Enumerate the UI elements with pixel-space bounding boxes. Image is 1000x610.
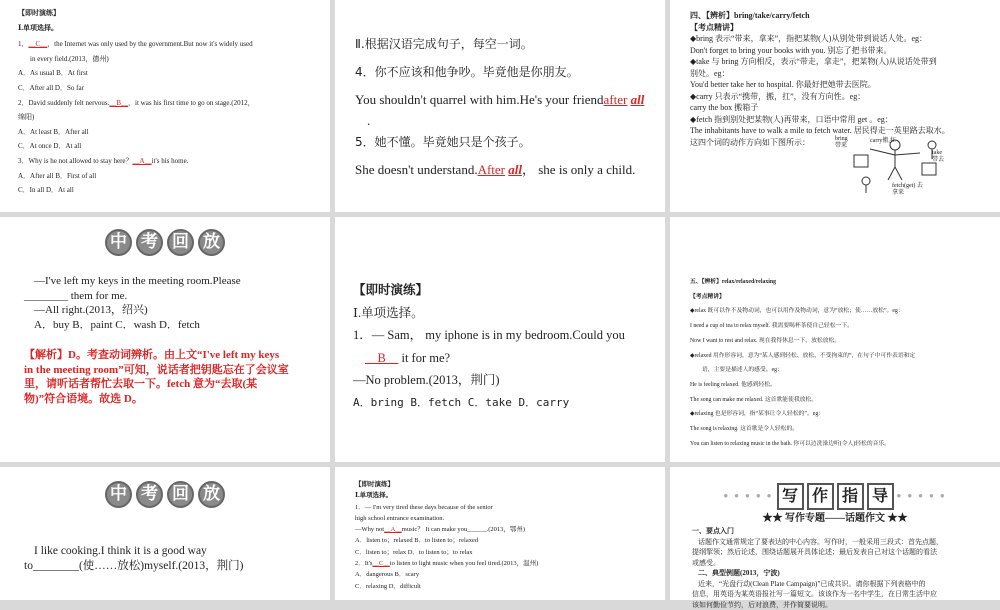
line-5: You'd better take her to hospital. 你最好把她带去医院。 (690, 79, 980, 91)
q1-lead: —Why not (355, 526, 384, 533)
q3-lead: 3．Why is he not allowed to stay here？ (18, 157, 133, 165)
section-title: Ⅰ.单项选择。 (353, 302, 647, 325)
practice-header: 【即时演练】 (355, 479, 645, 490)
line-5: 语，主要是描述人的感受。eg： (690, 363, 980, 378)
question-1-line-1: 1．— Sam， my iphone is in my bedroom.Could you (353, 324, 647, 347)
section-title: Ⅰ.单项选择。 (18, 21, 312, 36)
title-char-4: 导 (867, 483, 894, 510)
q4-answer-1: after (604, 92, 628, 107)
fig-label-bring: bring 带来 (835, 136, 855, 150)
title-char-2: 作 (807, 483, 834, 510)
slide-2[interactable] (335, 0, 665, 212)
line-7: The song can make me relaxed. 这首歌能使我放松。 (690, 393, 980, 408)
q4-period: . (355, 114, 645, 128)
line-1: ◆bring 表示“带来，拿来”，指把某物(人)从别处带到说话人处。eg： (690, 33, 980, 45)
line-8: ◆fetch 指到别处把某物(人)再带来，口语中常用 get 。eg： (690, 114, 980, 126)
line-6: ◆carry 只表示“携带，搬，扛”，没有方向性。eg： (690, 91, 980, 103)
line-9: The song is relaxing. 这首歌是令人轻松的。 (690, 422, 980, 437)
line-7: carry the box 搬箱子 (690, 102, 980, 114)
q3-text: it's his home. (152, 157, 189, 165)
section-title: 五、【辨析】relax/relaxed/relaxing (690, 275, 980, 290)
right-dots: ● ● ● ● ● (897, 491, 947, 502)
slide-9[interactable] (670, 467, 1000, 600)
analysis-line-1: 【解析】D。考查动词辨析。由上文“I've left my keys (24, 348, 306, 363)
q1-text: ，the Internet was only used by the government.But now it's widely used (47, 40, 252, 48)
subtitle: ★★ 写作专题——话题作文 ★★ (692, 512, 978, 526)
question-line-2: ________ them for me. (24, 289, 306, 304)
q1-text: music？ It can make you______.(2013，鄂州) (402, 526, 525, 533)
q2-lead: 2．It's (355, 560, 372, 567)
review-title (24, 481, 306, 508)
title-char-1: 中 (105, 481, 132, 508)
q1-line-1: 1．— I'm very tired these days because of the senior (355, 502, 645, 513)
para-4: 近来，“光盘行动(Clean Plate Campaign)”已成共识。请你根据下列表格中的 (692, 579, 978, 590)
line-10: You can listen to relaxing music in the bath. 你可以边洗澡边听(令人)轻松的音乐。 (690, 437, 980, 452)
question-line-1: I like cooking.I think it is a good way (24, 544, 306, 559)
q1-answer: __C__ (29, 40, 48, 48)
q1-answer: __A__ (384, 526, 402, 533)
question-3 (18, 154, 312, 169)
fig-label-fetch: fetch(get) 去拿来 (892, 183, 926, 197)
sub-title: 【考点精讲】 (690, 22, 980, 34)
q5-sentence: She doesn't understand. (355, 162, 478, 177)
q2-source: 绵阳) (18, 110, 312, 125)
question-options: A．bring B．fetch C．take D．carry (353, 392, 647, 415)
q2-lead: 2．David suddenly felt nervous. (18, 99, 109, 107)
question-1-line-3: —No problem.(2013，荆门) (353, 369, 647, 392)
analysis-line-2: in the meeting room”可知，说话者把钥匙忘在了会议室 (24, 363, 306, 378)
line-9: The inhabitants have to walk a mile to fetch water. 居民得走一英里路去取水。 (690, 125, 980, 137)
question-options: A．buy B．paint C．wash D．fetch (24, 318, 306, 333)
q4-chinese: 4．你不应该和他争吵。毕竟他是你朋友。 (355, 58, 645, 86)
title-char-3: 回 (167, 229, 194, 256)
section-title: 四、【辨析】bring/take/carry/fetch (690, 10, 980, 22)
title-char-4: 放 (198, 481, 225, 508)
para-2: 提纲挈领；然后论述，围绕话题展开具体论述；最后发表自己对这个话题的看法 (692, 547, 978, 558)
section-title: Ⅱ.根据汉语完成句子，每空一词。 (355, 30, 645, 58)
q2-options-1: A．At least B．After all (18, 125, 312, 140)
q5-english (355, 156, 645, 184)
q5-answer-2: all (508, 162, 522, 177)
para-1: 话题作文通常规定了要表达的中心内容。写作时，一般采用三段式：首先点题， (692, 537, 978, 548)
slide-3[interactable] (670, 0, 1000, 212)
practice-header: 【即时演练】 (18, 6, 312, 21)
q2-text: to listen to light music when you feel tired.(2013，温州) (390, 560, 539, 567)
line-1: ◆relax 既可以作不及物动词，也可以用作及物动词，意为“放松；使……放松”。eg： (690, 304, 980, 319)
para-6: 该如何勤俭节约，后对浪费，并作简要说明。 (692, 600, 978, 610)
q2-answer: __B__ (109, 99, 128, 107)
q1-source: in every field.(2013，德州) (18, 52, 312, 67)
line-3: ◆take 与 bring 方向相反，表示“带走，拿走”，把某物(人)从说话处带到 (690, 56, 980, 68)
para-5: 信息，用英语为某英语报社写一篇短文。该该作为一名中学生，在日常生活中应 (692, 589, 978, 600)
q1-line-3 (355, 524, 645, 535)
question-1-line-2 (353, 347, 647, 370)
heading-1: 一、要点入门 (692, 526, 978, 537)
line-6: He is feeling relaxed. 他感到轻松。 (690, 378, 980, 393)
q2-options-2: C．At once D．At all (18, 139, 312, 154)
question-1 (18, 37, 312, 52)
q4-english (355, 86, 645, 114)
fig-label-carry: carry搬,扛 (870, 138, 896, 145)
line-4: 别处。eg： (690, 68, 980, 80)
q1-options-1: A．As usual B．At first (18, 66, 312, 81)
q1-answer: __B__ (365, 351, 398, 365)
slide-8[interactable] (335, 467, 665, 600)
slide-7[interactable] (0, 467, 330, 600)
q1-options-1: A．listen to；relaxed B．to listen to；relaxed (355, 535, 645, 546)
q3-options-2: C．In all D．At all (18, 183, 312, 198)
para-3: 或感受。 (692, 558, 978, 569)
q1-line-2: high school entrance examination. (355, 513, 645, 524)
analysis-line-4: 物)”符合语境。故选 D。 (24, 392, 306, 407)
q3-options-1: A．After all B．First of all (18, 169, 312, 184)
q5-chinese: 5．她不懂。毕竟她只是个孩子。 (355, 128, 645, 156)
q2-options-1: A．dangerous B．scary (355, 569, 645, 580)
left-dots: ● ● ● ● ● (723, 491, 773, 502)
q2-answer: __C__ (372, 560, 389, 567)
review-title (24, 229, 306, 256)
title-char-2: 考 (136, 229, 163, 256)
q4-sentence: You shouldn't quarrel with him.He's your friend (355, 92, 604, 107)
q1-number: 1． (18, 40, 29, 48)
title-char-3: 回 (167, 481, 194, 508)
question-line-1: —I've left my keys in the meeting room.Please (24, 274, 306, 289)
q1-text: it for me? (398, 351, 450, 365)
slide-5[interactable] (335, 217, 665, 462)
line-2: Don't forget to bring your books with you. 别忘了把书带来。 (690, 45, 980, 57)
q5-answer-1: After (478, 162, 505, 177)
writing-title (692, 483, 978, 510)
title-char-1: 中 (105, 229, 132, 256)
sub-title: 【考点精讲】 (690, 290, 980, 305)
q2-options-2: C．relaxing D．difficult (355, 581, 645, 592)
analysis-line-3: 里，请听话者帮忙去取一下。fetch 意为“去取(某 (24, 377, 306, 392)
line-2: I need a cup of tea to relax myself. 我需要喝杯茶使自己轻松一下。 (690, 319, 980, 334)
q3-answer: __A__ (133, 157, 152, 165)
slide-6[interactable] (670, 217, 1000, 462)
q4-answer-2: all (631, 92, 645, 107)
line-10: 这四个词的动作方向如下图所示： (690, 137, 980, 149)
q2-line-1 (355, 558, 645, 569)
q1-options-2: C．listen to；relax D．to listen to；to relax (355, 547, 645, 558)
question-line-3: —All right.(2013，绍兴) (24, 303, 306, 318)
slide-1[interactable] (0, 0, 330, 212)
line-3: Now I want to rest and relax. 现在我得休息一下，放松放松。 (690, 334, 980, 349)
title-char-2: 考 (136, 481, 163, 508)
title-char-1: 写 (777, 483, 804, 510)
q1-options-2: C．After all D．So far (18, 81, 312, 96)
line-8: ◆relaxing 也是形容词，指“某事让令人轻松的”。eg： (690, 407, 980, 422)
heading-2: 二、典型例题(2013，宁波) (692, 568, 978, 579)
q5-end: ， she is only a child. (522, 162, 635, 177)
line-4: ◆relaxed 用作形容词，意为“某人感到轻松、放松、不受拘束的”，在句子中可作表语和定 (690, 349, 980, 364)
question-line-2: to________(使……放松)myself.(2013，荆门) (24, 559, 306, 574)
q2-text-b: ，it was his first time to go on stage.(2012， (128, 99, 255, 107)
practice-header: 【即时演练】 (353, 279, 647, 302)
fig-label-take: take 带去 (932, 150, 948, 164)
section-title: Ⅰ.单项选择。 (355, 490, 645, 501)
slide-4[interactable] (0, 217, 330, 462)
question-2 (18, 96, 312, 111)
title-char-4: 放 (198, 229, 225, 256)
title-char-3: 指 (837, 483, 864, 510)
